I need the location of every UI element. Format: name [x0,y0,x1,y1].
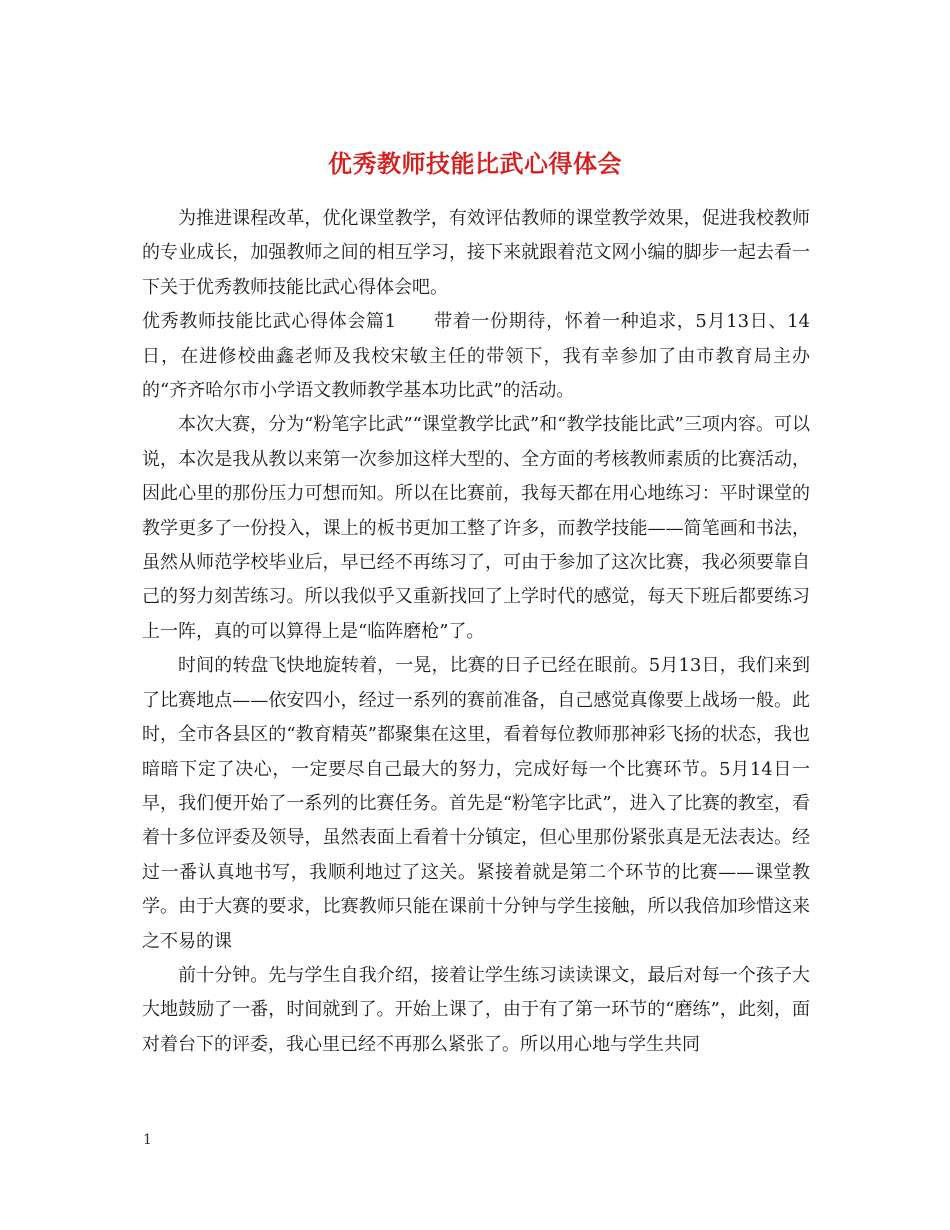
paragraph-competition-content: 本次大赛，分为“粉笔字比武”“课堂教学比武”和“教学技能比武”三项内容。可以说，本次是我从教以来第一次参加这样大型的、全方面的考核教师素质的比赛活动，因此心里的那份压力可想而知。所以在比赛前，我每天都在用心地练习：平时课堂的教学更多了一份投入，课上的板书更加工整了许多，而教学技能——简笔画和书法，虽然从师范学校毕业后，早已经不再练习了，可由于参加了这次比赛，我必须要靠自己的努力刻苦练习。所以我似乎又重新找回了上学时代的感觉，每天下班后都要练习上一阵，真的可以算得上是“临阵磨枪”了。 [142,414,810,642]
document-body [142,202,810,1062]
paragraph-intro: 为推进课程改革，优化课堂教学，有效评估教师的课堂教学效果，促进我校教师的专业成长，加强教师之间的相互学习，接下来就跟着范文网小编的脚步一起去看一下关于优秀教师技能比武心得体会吧。 [142,208,810,298]
document-title: 优秀教师技能比武心得体会 [328,149,622,179]
paragraph-competition-day: 时间的转盘飞快地旋转着，一晃，比赛的日子已经在眼前。5月13日，我们来到了比赛地点——依安四小，经过一系列的赛前准备，自己感觉真像要上战场一般。此时，全市各县区的“教育精英”都聚集在这里，看着每位教师那神彩飞扬的状态，我也暗暗下定了决心，一定要尽自己最大的努力，完成好每一个比赛环节。5月14日一早，我们便开始了一系列的比赛任务。首先是“粉笔字比武”，进入了比赛的教室，看着十多位评委及领导，虽然表面上看着十分镇定，但心里那份紧张真是无法表达。经过一番认真地书写，我顺利地过了这关。紧接着就是第二个环节的比赛——课堂教学。由于大赛的要求，比赛教师只能在课前十分钟与学生接触，所以我倍加珍惜这来之不易的课 [142,655,810,952]
page-number: 1 [143,1132,152,1148]
paragraph-section-1: 优秀教师技能比武心得体会篇1 带着一份期待，怀着一种追求，5月13日、14日，在进修校曲鑫老师及我校宋敏主任的带领下，我有幸参加了由市教育局主办的“齐齐哈尔市小学语文教师教学基本功比武”的活动。 [142,311,810,402]
paragraph-class-begins: 前十分钟。先与学生自我介绍，接着让学生练习读读课文，最后对每一个孩子大大地鼓励了一番，时间就到了。开始上课了，由于有了第一环节的“磨练”，此刻，面对着台下的评委，我心里已经不再那么紧张了。所以用心地与学生共同 [142,964,810,1055]
